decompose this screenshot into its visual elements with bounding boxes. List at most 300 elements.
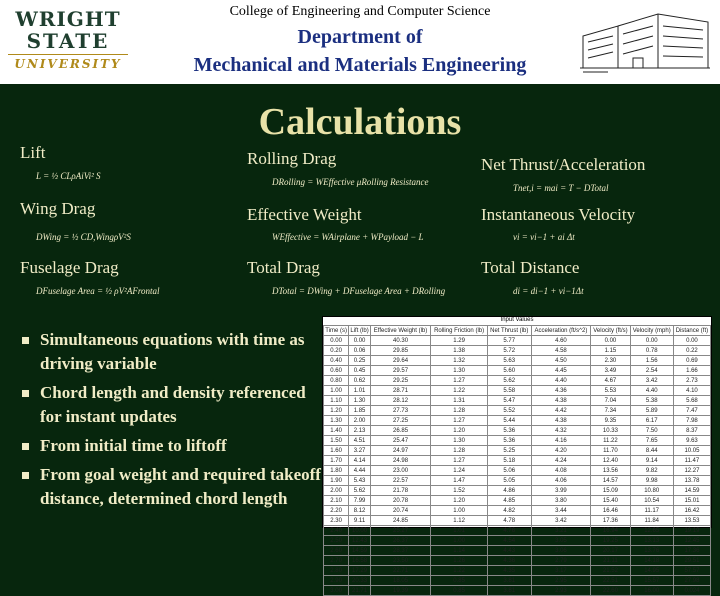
table-cell: 1.30 (431, 436, 488, 446)
logo-line2: STATE (26, 29, 110, 53)
bullet-text: From goal weight and required takeoff distance, determined chord length (40, 465, 321, 508)
table-cell: 2.93 (531, 586, 591, 596)
table-row (324, 556, 711, 566)
table-caption: Input Values (500, 317, 534, 323)
table-cell: 19.19 (673, 526, 710, 536)
table-cell: 4.40 (630, 386, 673, 396)
table-cell: 15.40 (591, 496, 630, 506)
table-cell: 7.50 (630, 426, 673, 436)
table-cell: 5.44 (487, 416, 531, 426)
table-cell: 22.51 (591, 576, 630, 586)
table-cell: 3.17 (531, 566, 591, 576)
table-cell: 22.71 (370, 566, 431, 576)
table-cell: 9.14 (630, 456, 673, 466)
college-name: College of Engineering and Computer Science (229, 4, 491, 19)
table-row (324, 516, 711, 526)
table-cell: 0.62 (349, 376, 370, 386)
table-cell: 2.10 (324, 496, 349, 506)
table-cell: 3.42 (630, 376, 673, 386)
bullet-square-icon (22, 337, 29, 344)
table-cell: 10.33 (591, 426, 630, 436)
equation-total-distance: di = di−1 + vi−1Δt (513, 286, 584, 296)
bullet-square-icon (22, 443, 29, 450)
equation-total-drag: DTotal = DWing + DFuselage Area + DRolling (272, 286, 446, 296)
table-cell: 11.17 (630, 506, 673, 516)
table-row (324, 416, 711, 426)
table-cell: 12.65 (630, 526, 673, 536)
table-cell: 20.33 (349, 576, 370, 586)
table-cell: 3.99 (531, 486, 591, 496)
table-cell: 5.60 (487, 366, 531, 376)
table-row (324, 546, 711, 556)
department-line2: Mechanical and Materials Engineering (193, 54, 527, 76)
table-cell: 0.60 (324, 366, 349, 376)
table-row (324, 366, 711, 376)
table-cell: 5.43 (349, 476, 370, 486)
table-cell: 2.00 (324, 486, 349, 496)
table-cell: 5.77 (487, 336, 531, 346)
table-row (324, 386, 711, 396)
table-cell: 3.80 (531, 496, 591, 506)
table-cell: 5.53 (591, 386, 630, 396)
table-cell: 12.43 (349, 536, 370, 546)
table-cell: 5.52 (487, 406, 531, 416)
table-row (324, 446, 711, 456)
label-total-drag: Total Drag (247, 258, 320, 277)
department-line1: Department of (297, 26, 423, 48)
table-cell: 1.50 (324, 436, 349, 446)
table-cell: 29.57 (370, 366, 431, 376)
table-cell: 1.56 (630, 356, 673, 366)
table-cell: 2.80 (324, 566, 349, 576)
table-cell: 1.85 (349, 406, 370, 416)
table-cell: 3.44 (531, 506, 591, 516)
table-cell: 1.30 (349, 396, 370, 406)
table-cell: 1.28 (431, 446, 488, 456)
table-cell: 2.54 (630, 366, 673, 376)
table-cell: 1.01 (431, 526, 488, 536)
table-cell: 1.00 (324, 386, 349, 396)
table-cell: 2.00 (349, 416, 370, 426)
table-header-cell: Rolling Friction (lb) (431, 326, 488, 336)
table-cell: 21.52 (591, 566, 630, 576)
table-row (324, 426, 711, 436)
label-net-thrust: Net Thrust/Acceleration (481, 155, 646, 174)
results-table (323, 325, 711, 596)
label-fuselage-drag: Fuselage Drag (20, 258, 119, 277)
table-cell: 4.36 (487, 556, 531, 566)
table-cell: 3.05 (531, 536, 591, 546)
table-header-cell: Net Thrust (lb) (487, 326, 531, 336)
table-cell: 3.81 (487, 586, 531, 596)
table-row (324, 576, 711, 586)
table-cell: 25.27 (370, 526, 431, 536)
table-header-cell: Lift (lb) (350, 327, 369, 334)
table-cell: 1.00 (431, 506, 488, 516)
table-cell: 7.47 (673, 406, 710, 416)
label-wing-drag: Wing Drag (20, 199, 96, 218)
table-cell: 4.76 (487, 526, 531, 536)
table-cell: 13.78 (673, 476, 710, 486)
equation-rolling-drag: DRolling = WEffective μRolling Resistance (272, 177, 429, 187)
table-cell: 8.12 (349, 506, 370, 516)
table-cell: 7.34 (591, 406, 630, 416)
table-cell: 21.11 (591, 556, 630, 566)
table-cell: 4.16 (531, 436, 591, 446)
table-cell: 20.17 (591, 546, 630, 556)
table-cell: 4.42 (531, 406, 591, 416)
table-cell: 2.60 (324, 546, 349, 556)
building-sketch-icon (578, 6, 712, 78)
table-cell: 12.45 (673, 536, 710, 546)
bullet-list (22, 328, 322, 516)
bullet-square-icon (22, 390, 29, 397)
table-cell: 20.74 (370, 506, 431, 516)
table-cell: 4.38 (531, 416, 591, 426)
table-cell: 3.49 (591, 366, 630, 376)
table-cell: 11.70 (591, 446, 630, 456)
table-cell: 3.42 (531, 516, 591, 526)
table-cell: 20.78 (370, 496, 431, 506)
table-cell: 9.98 (630, 476, 673, 486)
table-cell: 1.28 (431, 406, 488, 416)
table-cell: 4.06 (531, 476, 591, 486)
table-cell: 14.18 (630, 556, 673, 566)
table-cell: 5.18 (487, 456, 531, 466)
table-cell: 16.46 (591, 506, 630, 516)
bullet-square-icon (22, 472, 29, 479)
table-cell: 27.25 (370, 416, 431, 426)
table-cell: 3.27 (349, 446, 370, 456)
table-cell: 23.50 (370, 556, 431, 566)
table-header-row (324, 326, 711, 336)
table-cell: 2.95 (531, 576, 591, 586)
equation-instantaneous-velocity: vi = vi−1 + ai Δt (513, 232, 575, 242)
table-cell: 1.22 (431, 386, 488, 396)
table-cell: 1.38 (431, 346, 488, 356)
label-instantaneous-velocity: Instantaneous Velocity (481, 205, 636, 224)
table-cell: 17.36 (673, 546, 710, 556)
table-cell: 1.27 (431, 416, 488, 426)
table-cell: 15.09 (591, 486, 630, 496)
table-cell: 22.57 (370, 476, 431, 486)
table-cell: 0.69 (673, 356, 710, 366)
table-cell: 0.25 (349, 356, 370, 366)
table-cell: 4.82 (487, 506, 531, 516)
table-cell: 24.98 (370, 456, 431, 466)
table-cell: 4.14 (349, 456, 370, 466)
table-cell: 11.22 (591, 436, 630, 446)
table-cell: 5.58 (487, 386, 531, 396)
table-header-cell: Velocity (mph) (630, 326, 673, 336)
table-row (324, 456, 711, 466)
table-header-cell: Velocity (ft/s) (591, 326, 630, 336)
table-cell: 0.85 (431, 586, 488, 596)
table-cell: 1.01 (349, 386, 370, 396)
table-cell: 21.71 (349, 586, 370, 596)
table-cell: 1.29 (431, 336, 488, 346)
table-cell: 10.80 (630, 486, 673, 496)
table-cell: 9.35 (591, 416, 630, 426)
table-cell: 1.24 (431, 466, 488, 476)
table-cell: 29.85 (370, 346, 431, 356)
bullet-text: From initial time to liftoff (40, 436, 227, 455)
table-cell: 17.29 (349, 566, 370, 576)
table-cell: 4.60 (531, 336, 591, 346)
table-cell: 1.66 (673, 366, 710, 376)
table-cell: 14.59 (673, 486, 710, 496)
label-effective-weight: Effective Weight (247, 205, 362, 224)
table-cell: 11.47 (673, 456, 710, 466)
table-cell: 1.52 (431, 486, 488, 496)
logo-line3: UNIVERSITY (8, 54, 128, 71)
table-cell: 10.05 (673, 446, 710, 456)
table-cell: 10.00 (349, 526, 370, 536)
table-cell: 1.27 (431, 456, 488, 466)
table-cell: 0.85 (431, 576, 488, 586)
table-cell: 2.50 (324, 536, 349, 546)
table-cell: 0.20 (324, 346, 349, 356)
table-cell: 4.32 (531, 426, 591, 436)
table-cell: 1.47 (431, 476, 488, 486)
slide-title: Calculations (258, 101, 462, 143)
table-cell: 27.98 (673, 576, 710, 586)
table-cell: 5.47 (487, 396, 531, 406)
equation-wing-drag: DWing = ½ CD,WingρV²S (36, 232, 131, 242)
table-cell: 3.81 (487, 576, 531, 586)
table-cell: 16.58 (349, 556, 370, 566)
table-cell: 9.82 (630, 466, 673, 476)
table-cell: 10.54 (630, 496, 673, 506)
table-cell: 13.53 (673, 516, 710, 526)
table-cell: 4.78 (487, 516, 531, 526)
table-row (324, 586, 711, 596)
table-cell: 4.50 (531, 356, 591, 366)
table-cell: 4.40 (531, 376, 591, 386)
table-row (324, 376, 711, 386)
table-cell: 28.12 (370, 396, 431, 406)
table-cell: 13.13 (630, 536, 673, 546)
table-cell: 0.00 (324, 336, 349, 346)
bullet-text: Chord length and density referenced for instant updates (40, 383, 306, 426)
table-cell: 0.40 (324, 356, 349, 366)
table-cell: 24.97 (370, 446, 431, 456)
table-cell: 7.99 (349, 496, 370, 506)
table-cell: 28.71 (370, 386, 431, 396)
table-cell: 0.024 (673, 586, 710, 596)
table-cell: 4.08 (531, 466, 591, 476)
table-row (324, 436, 711, 446)
table-cell: 2.79 (531, 556, 591, 566)
table-cell: 16.00 (630, 586, 673, 596)
table-cell: 1.00 (431, 536, 488, 546)
table-cell: 2.13 (349, 426, 370, 436)
table-cell: 1.30 (431, 366, 488, 376)
table-cell: 1.20 (324, 406, 349, 416)
table-cell: 5.38 (630, 396, 673, 406)
table-cell: 26.37 (370, 536, 431, 546)
table-cell: 1.60 (324, 446, 349, 456)
table-header-cell: Distance (ft) (673, 326, 710, 336)
table-cell: 22.60 (591, 586, 630, 596)
table-cell: 0.22 (673, 346, 710, 356)
equation-effective-weight: WEffective = WAirplane + WPayload − L (272, 232, 424, 242)
table-cell: 14.57 (591, 476, 630, 486)
table-cell: 14.59 (349, 546, 370, 556)
table-cell: 1.20 (431, 496, 488, 506)
table-cell: 4.58 (531, 346, 591, 356)
table-body (324, 336, 711, 596)
table-cell: 1.20 (431, 426, 488, 436)
table-cell: 5.25 (487, 446, 531, 456)
table-cell: 3.00 (324, 586, 349, 596)
table-cell: 16.42 (673, 506, 710, 516)
table-cell: 1.10 (324, 396, 349, 406)
label-total-distance: Total Distance (481, 258, 580, 277)
header-banner (0, 0, 720, 84)
table-cell: 0.00 (673, 336, 710, 346)
table-cell: 1.22 (431, 566, 488, 576)
table-cell: 4.85 (487, 496, 531, 506)
table-cell: 13.76 (630, 546, 673, 556)
table-cell: 13.56 (591, 466, 630, 476)
table-cell: 2.70 (324, 556, 349, 566)
table-cell: 5.68 (673, 396, 710, 406)
table-cell: 8.44 (630, 446, 673, 456)
calculation-table (322, 316, 712, 594)
table-cell: 9.63 (673, 436, 710, 446)
bullet-item (22, 434, 322, 458)
equation-net-thrust: Tnet,i = mai = T − DTotal (513, 183, 609, 193)
table-cell: 16.94 (591, 526, 630, 536)
table-cell: 4.35 (487, 566, 531, 576)
table-cell: 1.14 (431, 546, 488, 556)
bullet-text: Simultaneous equations with time as driving variable (40, 330, 305, 373)
table-cell: 5.36 (487, 426, 531, 436)
table-cell: 7.65 (630, 436, 673, 446)
table-cell: 29.51 (673, 556, 710, 566)
table-cell: 3.06 (531, 546, 591, 556)
table-row (324, 536, 711, 546)
table-cell: 14.95 (630, 566, 673, 576)
table-cell: 5.72 (487, 346, 531, 356)
table-cell: 23.00 (370, 466, 431, 476)
table-header-cell: Acceleration (ft/s^2) (531, 326, 591, 336)
table-row (324, 466, 711, 476)
table-row (324, 496, 711, 506)
table-cell: 5.63 (487, 356, 531, 366)
table-cell: 4.24 (531, 456, 591, 466)
table-cell: 4.54 (487, 536, 531, 546)
table-cell: 0.00 (630, 336, 673, 346)
table-row (324, 356, 711, 366)
table-cell: 2.30 (324, 516, 349, 526)
table-cell: 15.57 (630, 576, 673, 586)
table-cell: 29.64 (370, 356, 431, 366)
table-cell: 1.70 (324, 456, 349, 466)
table-cell: 2.73 (673, 376, 710, 386)
table-cell: 2.40 (324, 526, 349, 536)
table-cell: 3.21 (531, 526, 591, 536)
table-cell: 8.37 (673, 426, 710, 436)
table-cell: 12.40 (591, 456, 630, 466)
table-cell: 1.30 (324, 416, 349, 426)
table-cell: 2.90 (324, 576, 349, 586)
table-cell: 1.15 (591, 346, 630, 356)
table-row (324, 396, 711, 406)
table-cell: 9.11 (349, 516, 370, 526)
table-cell: 1.31 (431, 396, 488, 406)
table-header-cell: Time (s) (325, 327, 348, 334)
logo-line1: WRIGHT (15, 7, 121, 31)
table-cell: 5.62 (487, 376, 531, 386)
table-cell: 4.67 (591, 376, 630, 386)
table-cell: 6.17 (630, 416, 673, 426)
table-cell: 28.37 (370, 546, 431, 556)
table-cell: 7.98 (673, 416, 710, 426)
table-cell: 25.47 (370, 436, 431, 446)
table-row (324, 486, 711, 496)
label-lift: Lift (20, 143, 46, 162)
table-cell: 17.36 (591, 516, 630, 526)
table-cell: 1.80 (324, 466, 349, 476)
table-cell: 24.85 (370, 516, 431, 526)
table-cell: 4.36 (531, 386, 591, 396)
table-cell: 4.45 (531, 366, 591, 376)
table-cell: 4.51 (349, 436, 370, 446)
table-cell: 1.26 (431, 556, 488, 566)
table-cell: 27.73 (370, 406, 431, 416)
equation-lift: L = ½ CLρAiVi² S (36, 171, 101, 181)
table-cell: 57.57 (673, 566, 710, 576)
table-cell: 0.06 (349, 346, 370, 356)
table-cell: 5.89 (630, 406, 673, 416)
bullet-item (22, 463, 322, 511)
table-cell: 0.80 (324, 376, 349, 386)
table-cell: 18.05 (370, 576, 431, 586)
table-row (324, 346, 711, 356)
table-header-cell: Effective Weight (lb) (370, 326, 431, 336)
table-cell: 29.25 (370, 376, 431, 386)
table-cell: 4.44 (349, 466, 370, 476)
table-row (324, 506, 711, 516)
table-cell: 12.27 (673, 466, 710, 476)
table-cell: 21.78 (370, 486, 431, 496)
table-cell: 0.78 (630, 346, 673, 356)
table-cell: 26.85 (370, 426, 431, 436)
table-cell: 5.06 (487, 466, 531, 476)
table-cell: 2.20 (324, 506, 349, 516)
table-cell: 1.40 (324, 426, 349, 436)
table-row (324, 406, 711, 416)
table-cell: 0.00 (349, 336, 370, 346)
table-cell: 4.38 (531, 396, 591, 406)
table-cell: 0.45 (349, 366, 370, 376)
table-cell: 19.39 (370, 586, 431, 596)
table-row (324, 476, 711, 486)
table-cell: 4.86 (487, 486, 531, 496)
table-cell: 1.32 (431, 356, 488, 366)
table-row (324, 336, 711, 346)
table-cell: 1.90 (324, 476, 349, 486)
table-cell: 15.01 (673, 496, 710, 506)
table-row (324, 526, 711, 536)
table-row (324, 566, 711, 576)
table-cell: 2.30 (591, 356, 630, 366)
bullet-item (22, 328, 322, 376)
table-cell: 1.27 (431, 376, 488, 386)
table-cell: 5.36 (487, 436, 531, 446)
